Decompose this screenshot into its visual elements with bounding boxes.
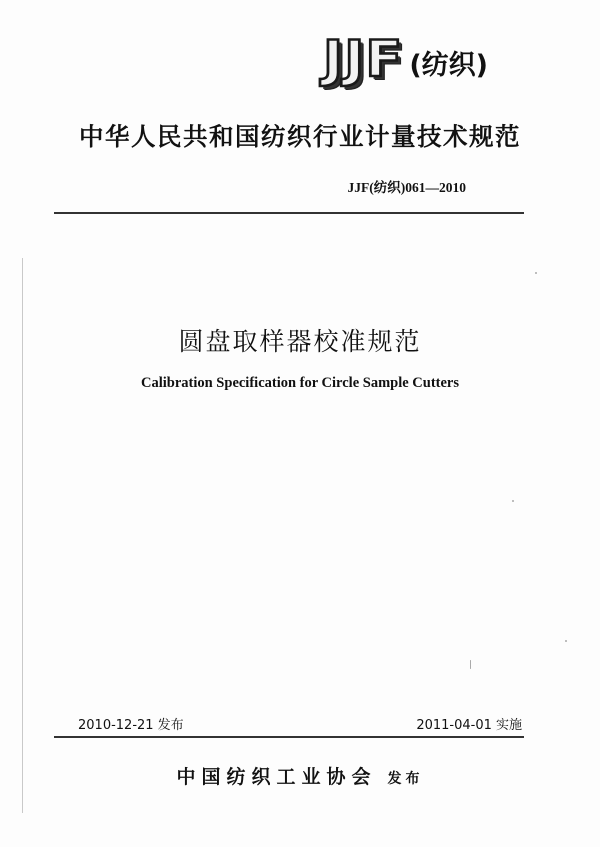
document-title-en: Calibration Specification for Circle Sample Cutters <box>140 375 460 391</box>
scan-speck <box>565 640 567 642</box>
publisher-name: 中国纺织工业协会 <box>176 766 377 788</box>
org-title: 中华人民共和国纺织行业计量技术规范 <box>79 122 521 151</box>
issue-date: 2010-12-21 发布 <box>78 718 184 733</box>
top-divider <box>54 212 524 214</box>
document-title-cn: 圆盘取样器校准规范 <box>178 327 422 356</box>
scan-speck <box>535 272 537 274</box>
publisher <box>0 762 600 789</box>
implementation-date: 2011-04-01 实施 <box>416 718 522 733</box>
bottom-divider <box>54 736 524 738</box>
scan-speck <box>512 500 514 502</box>
standard-code: JJF(纺织)061—2010 <box>347 180 466 195</box>
jjf-logo <box>322 30 488 88</box>
logo-suffix: (纺织) <box>409 50 488 81</box>
logo-letters: JJF <box>322 30 404 88</box>
scan-speck <box>470 660 471 669</box>
publisher-suffix: 发布 <box>387 771 424 787</box>
